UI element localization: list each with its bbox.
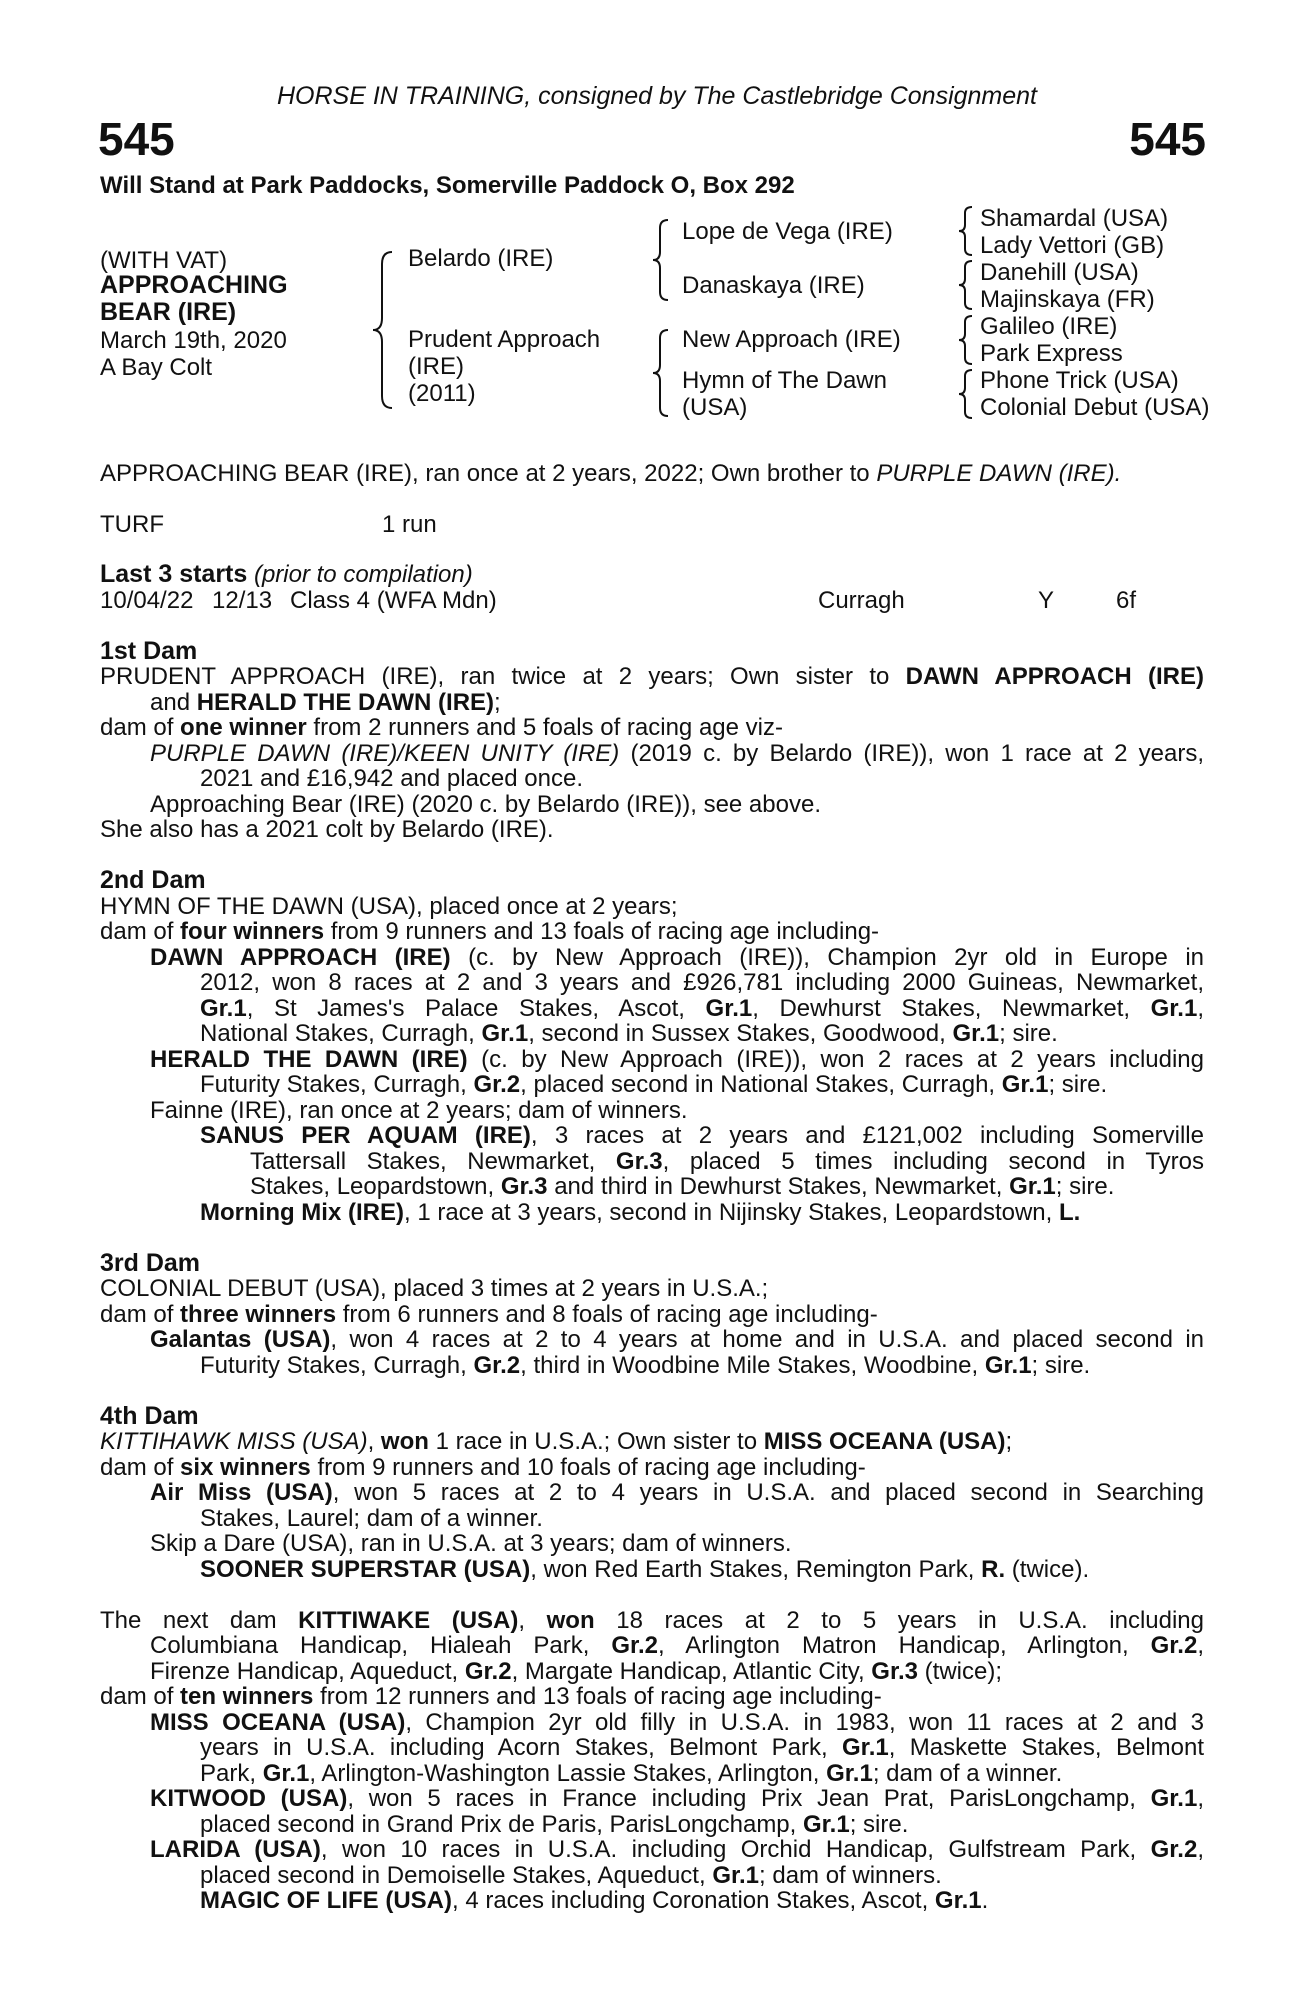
dam4-produce: Skip a Dare (USA), ran in U.S.A. at 3 years; dam of winners. bbox=[150, 1530, 792, 1557]
dam3-line: COLONIAL DEBUT (USA), placed 3 times at 2 years in U.S.A.; bbox=[100, 1275, 769, 1302]
dam4-line: dam of six winners from 9 runners and 10 foals of racing age including- bbox=[100, 1454, 866, 1481]
consignment-header: HORSE IN TRAINING, consigned by The Castlebridge Consignment bbox=[276, 82, 1038, 110]
grandsire-1: Shamardal (USA) bbox=[980, 205, 1169, 232]
dam1-line: 2021 and £16,942 and placed once. bbox=[200, 765, 584, 792]
race-course: Curragh bbox=[818, 587, 905, 614]
dam3-produce: Galantas (USA), won 4 races at 2 to 4 years at home and in U.S.A. and placed second in bbox=[150, 1326, 1204, 1353]
race-distance: 6f bbox=[1116, 587, 1137, 614]
lot-number-right: 545 bbox=[1129, 113, 1206, 165]
pedigree-brace-main bbox=[370, 250, 400, 410]
granddam-4: Colonial Debut (USA) bbox=[980, 394, 1210, 421]
stand-location: Will Stand at Park Paddocks, Somerville Paddock O, Box 292 bbox=[100, 172, 795, 199]
pedigree-brace-g2 bbox=[956, 259, 976, 311]
dam-sire: New Approach (IRE) bbox=[682, 326, 901, 353]
dam1-produce: PURPLE DAWN (IRE)/KEEN UNITY (IRE) (2019 c. by Belardo (IRE)), won 1 race at 2 years, bbox=[150, 740, 1205, 767]
dam2-produce: HERALD THE DAWN (IRE) (c. by New Approach (IRE)), won 2 races at 2 years including bbox=[150, 1046, 1204, 1073]
dam2-line: 2012, won 8 races at 2 and 3 years and £926,781 including 2000 Guineas, Newmarket, bbox=[200, 969, 1204, 996]
horse-name: APPROACHING bbox=[100, 271, 288, 299]
dam2-line: Stakes, Leopardstown, Gr.3 and third in Dewhurst Stakes, Newmarket, Gr.1; sire. bbox=[250, 1173, 1115, 1200]
sire: Belardo (IRE) bbox=[408, 245, 554, 272]
dam1-line: dam of one winner from 2 runners and 5 foals of racing age viz- bbox=[100, 714, 783, 741]
dam1-line: PRUDENT APPROACH (IRE), ran twice at 2 years; Own sister to DAWN APPROACH (IRE) bbox=[100, 663, 1204, 690]
race-going: Y bbox=[1038, 587, 1055, 614]
pedigree-brace-sire bbox=[650, 218, 674, 302]
next-dam-line: placed second in Demoiselle Stakes, Aqueduct, Gr.1; dam of winners. bbox=[200, 1862, 942, 1889]
next-dam-line: Columbiana Handicap, Hialeah Park, Gr.2, Arlington Matron Handicap, Arlington, Gr.2, bbox=[150, 1632, 1204, 1659]
race-position: 12/13 bbox=[212, 587, 273, 614]
grandsire-3: Galileo (IRE) bbox=[980, 313, 1118, 340]
next-dam-line: placed second in Grand Prix de Paris, ParisLongchamp, Gr.1; sire. bbox=[200, 1811, 909, 1838]
pedigree-brace-g3 bbox=[956, 314, 976, 366]
dam4-produce: Air Miss (USA), won 5 races at 2 to 4 years in U.S.A. and placed second in Searching bbox=[150, 1479, 1204, 1506]
dam3-line: dam of three winners from 6 runners and 8 foals of racing age including- bbox=[100, 1301, 878, 1328]
dam: Prudent Approach bbox=[408, 326, 601, 353]
record-runs: 1 run bbox=[382, 511, 437, 538]
next-dam-produce: KITWOOD (USA), won 5 races in France including Prix Jean Prat, ParisLongchamp, Gr.1, bbox=[150, 1785, 1204, 1812]
race-date: 10/04/22 bbox=[100, 587, 194, 614]
dam-dam-line-2: (USA) bbox=[682, 394, 748, 421]
grandsire-4: Phone Trick (USA) bbox=[980, 367, 1179, 394]
pedigree-brace-g4 bbox=[956, 368, 976, 420]
pedigree-brace-dam bbox=[650, 328, 674, 418]
last-3-heading: Last 3 starts (prior to compilation) bbox=[100, 560, 473, 588]
granddam-1: Lady Vettori (GB) bbox=[980, 232, 1165, 259]
dam2-line: HYMN OF THE DAWN (USA), placed once at 2 years; bbox=[100, 893, 678, 920]
dam2-line: Gr.1, St James's Palace Stakes, Ascot, Gr.1, Dewhurst Stakes, Newmarket, Gr.1, bbox=[200, 995, 1204, 1022]
next-dam-grandproduce: MAGIC OF LIFE (USA), 4 races including Coronation Stakes, Ascot, Gr.1. bbox=[200, 1887, 989, 1914]
dam2-line: Tattersall Stakes, Newmarket, Gr.3, placed 5 times including second in Tyros bbox=[250, 1148, 1204, 1175]
summary-line: APPROACHING BEAR (IRE), ran once at 2 years, 2022; Own brother to PURPLE DAWN (IRE). bbox=[100, 460, 1122, 487]
grandsire-2: Danehill (USA) bbox=[980, 259, 1139, 286]
next-dam-line: years in U.S.A. including Acorn Stakes, Belmont Park, Gr.1, Maskette Stakes, Belmont bbox=[200, 1734, 1204, 1761]
next-dam-line: Firenze Handicap, Aqueduct, Gr.2, Margate Handicap, Atlantic City, Gr.3 (twice); bbox=[150, 1658, 1002, 1685]
sire-dam: Danaskaya (IRE) bbox=[682, 272, 865, 299]
dam2-produce: Fainne (IRE), ran once at 2 years; dam of winners. bbox=[150, 1097, 688, 1124]
dam4-grandproduce: SOONER SUPERSTAR (USA), won Red Earth Stakes, Remington Park, R. (twice). bbox=[200, 1556, 1090, 1583]
next-dam-line: The next dam KITTIWAKE (USA), won 18 races at 2 to 5 years in U.S.A. including bbox=[100, 1607, 1204, 1634]
dam2-grandproduce: Morning Mix (IRE), 1 race at 3 years, second in Nijinsky Stakes, Leopardstown, L. bbox=[200, 1199, 1081, 1226]
dam1-heading: 1st Dam bbox=[100, 637, 198, 665]
dam1-produce: Approaching Bear (IRE) (2020 c. by Belardo (IRE)), see above. bbox=[150, 791, 821, 818]
record-surface: TURF bbox=[100, 511, 164, 538]
sire-sire: Lope de Vega (IRE) bbox=[682, 218, 893, 245]
dam3-line: Futurity Stakes, Curragh, Gr.2, third in Woodbine Mile Stakes, Woodbine, Gr.1; sire. bbox=[200, 1352, 1091, 1379]
granddam-3: Park Express bbox=[980, 340, 1123, 367]
dam-line-2: (IRE) bbox=[408, 353, 464, 380]
dam4-heading: 4th Dam bbox=[100, 1402, 199, 1430]
dam1-line: She also has a 2021 colt by Belardo (IRE). bbox=[100, 816, 554, 843]
dam2-line: Futurity Stakes, Curragh, Gr.2, placed second in National Stakes, Curragh, Gr.1; sire. bbox=[200, 1071, 1108, 1098]
horse-name-2: BEAR (IRE) bbox=[100, 298, 237, 326]
next-dam-line: Park, Gr.1, Arlington-Washington Lassie Stakes, Arlington, Gr.1; dam of a winner. bbox=[200, 1760, 1063, 1787]
next-dam-produce: MISS OCEANA (USA), Champion 2yr old filly in U.S.A. in 1983, won 11 races at 2 and 3 bbox=[150, 1709, 1205, 1736]
dam2-line: National Stakes, Curragh, Gr.1, second in Sussex Stakes, Goodwood, Gr.1; sire. bbox=[200, 1020, 1058, 1047]
granddam-2: Majinskaya (FR) bbox=[980, 286, 1155, 313]
lot-number-left: 545 bbox=[98, 113, 175, 165]
horse-desc: A Bay Colt bbox=[100, 354, 213, 381]
next-dam-produce: LARIDA (USA), won 10 races in U.S.A. including Orchid Handicap, Gulfstream Park, Gr.2, bbox=[150, 1836, 1204, 1863]
horse-dob: March 19th, 2020 bbox=[100, 327, 287, 354]
next-dam-line: dam of ten winners from 12 runners and 13 foals of racing age including- bbox=[100, 1683, 882, 1710]
dam2-produce: DAWN APPROACH (IRE) (c. by New Approach (IRE)), Champion 2yr old in Europe in bbox=[150, 944, 1204, 971]
dam2-line: dam of four winners from 9 runners and 13 foals of racing age including- bbox=[100, 918, 880, 945]
dam-dam: Hymn of The Dawn bbox=[682, 367, 887, 394]
pedigree-brace-g1 bbox=[956, 205, 976, 257]
dam4-line: Stakes, Laurel; dam of a winner. bbox=[200, 1505, 543, 1532]
dam2-grandproduce: SANUS PER AQUAM (IRE), 3 races at 2 years and £121,002 including Somerville bbox=[200, 1122, 1204, 1149]
dam1-line: and HERALD THE DAWN (IRE); bbox=[150, 689, 501, 716]
dam2-heading: 2nd Dam bbox=[100, 866, 206, 894]
dam4-line: KITTIHAWK MISS (USA), won 1 race in U.S.A.; Own sister to MISS OCEANA (USA); bbox=[100, 1428, 1013, 1455]
race-class: Class 4 (WFA Mdn) bbox=[290, 587, 497, 614]
vat-note: (WITH VAT) bbox=[100, 247, 228, 274]
dam3-heading: 3rd Dam bbox=[100, 1249, 201, 1277]
dam-year: (2011) bbox=[408, 380, 476, 407]
